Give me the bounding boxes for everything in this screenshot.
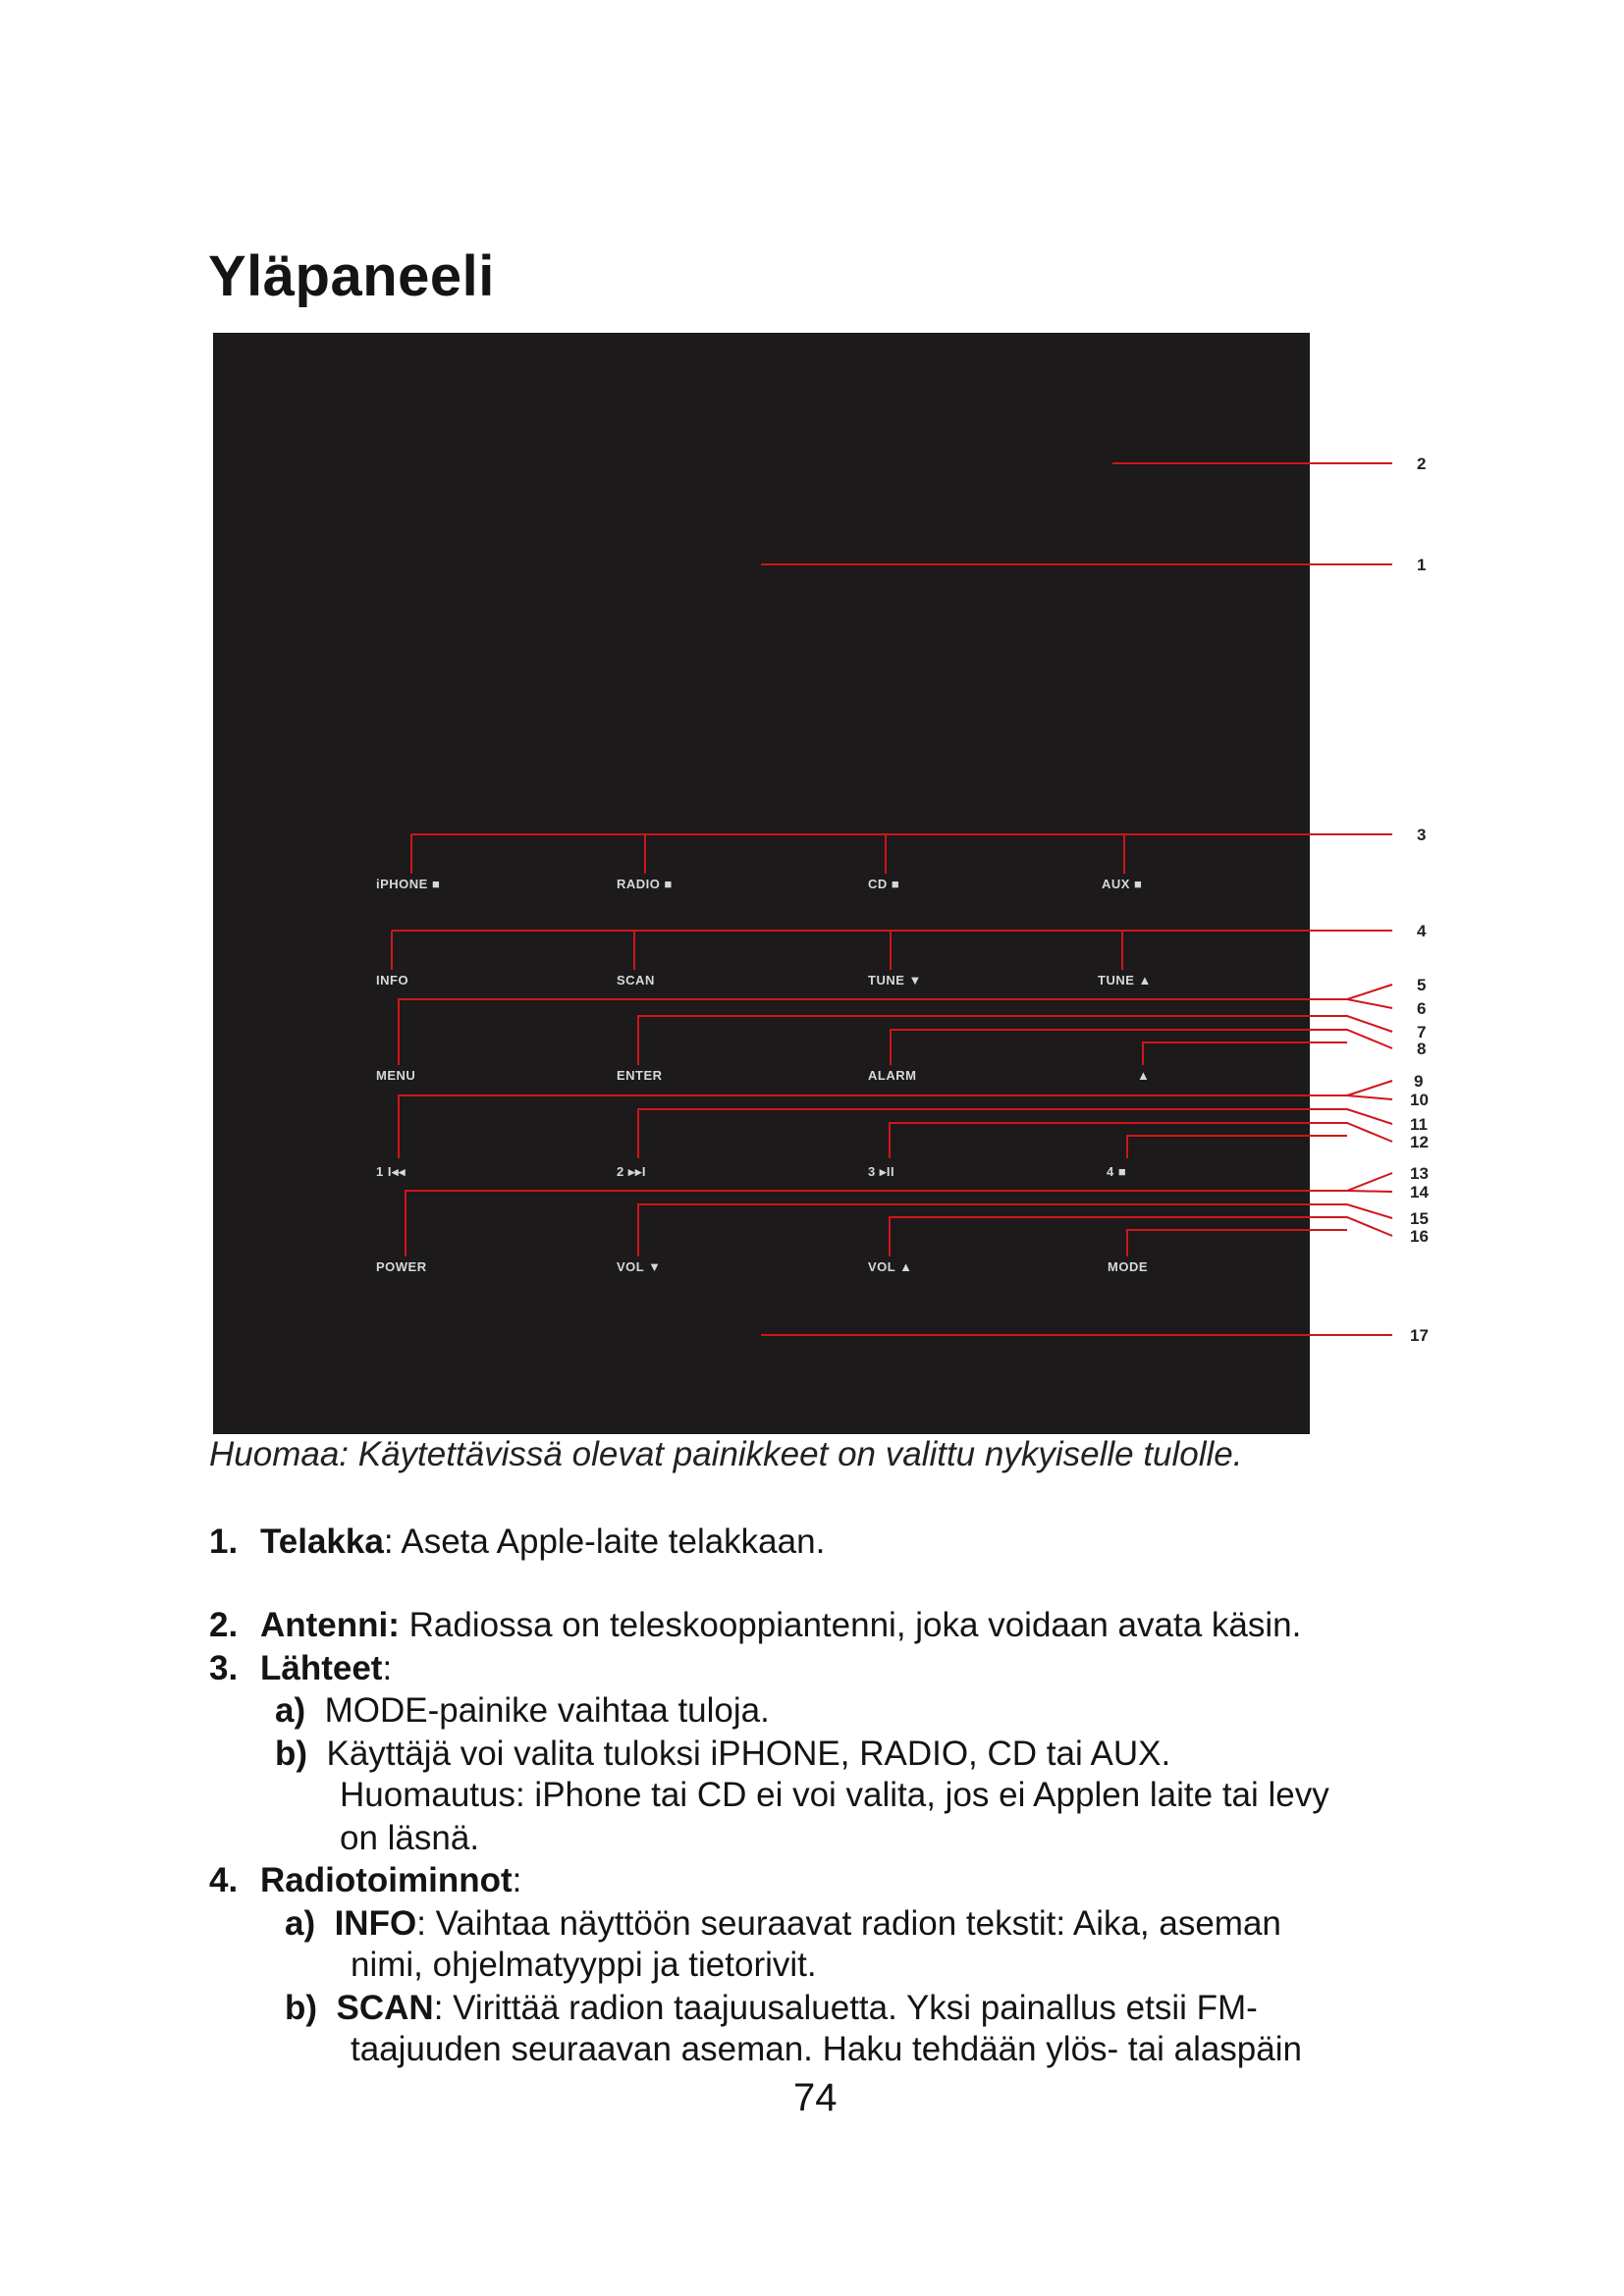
callout-11: 11 xyxy=(1410,1115,1428,1134)
button-tune-up: TUNE ▲ xyxy=(1098,973,1152,988)
list-item-4 xyxy=(209,1860,521,1901)
button-menu: MENU xyxy=(376,1068,416,1083)
callout-1: 1 xyxy=(1417,556,1427,574)
callout-4: 4 xyxy=(1417,922,1427,940)
list-item-4a xyxy=(285,1903,1281,1945)
button-info: INFO xyxy=(376,973,409,988)
note-text: Huomaa: Käytettävissä olevat painikkeet on valittu nykyiselle tulolle. xyxy=(209,1435,1243,1473)
callout-7: 7 xyxy=(1417,1023,1427,1041)
list-item-3a xyxy=(275,1690,770,1732)
list-item-4b xyxy=(285,1988,1258,2029)
list-item-1 xyxy=(209,1522,825,1563)
item-term: Antenni: xyxy=(260,1606,400,1644)
callout-9: 9 xyxy=(1414,1072,1424,1091)
button-vol-up: VOL ▲ xyxy=(868,1259,913,1274)
item-text: : xyxy=(382,1649,393,1687)
list-item-2 xyxy=(209,1605,1301,1646)
button-preset-4-stop: 4 ■ xyxy=(1107,1164,1127,1179)
button-power: POWER xyxy=(376,1259,427,1274)
item-text: MODE-painike vaihtaa tuloja. xyxy=(324,1691,770,1730)
callout-2: 2 xyxy=(1417,454,1427,473)
list-item-4b-continued: taajuuden seuraavan aseman. Haku tehdään ylös- tai alaspäin xyxy=(351,2030,1302,2068)
item-term: Lähteet xyxy=(260,1649,383,1687)
button-enter: ENTER xyxy=(617,1068,663,1083)
button-mode: MODE xyxy=(1108,1259,1148,1274)
callout-15: 15 xyxy=(1410,1209,1429,1228)
button-preset-3-play: 3 ▸II xyxy=(868,1164,895,1179)
page-number: 74 xyxy=(793,2076,838,2119)
item-letter: b) xyxy=(285,1989,318,2027)
callout-5: 5 xyxy=(1417,976,1427,994)
callout-14: 14 xyxy=(1410,1183,1429,1201)
callout-8: 8 xyxy=(1417,1040,1427,1058)
button-iphone: iPHONE ■ xyxy=(376,877,441,891)
button-vol-down: VOL ▼ xyxy=(617,1259,662,1274)
item-number: 1. xyxy=(209,1522,239,1561)
item-term: Radiotoiminnot xyxy=(260,1861,513,1899)
item-letter: a) xyxy=(275,1691,306,1730)
item-term: INFO xyxy=(334,1904,417,1943)
item-term: SCAN xyxy=(336,1989,434,2027)
item-text: : Aseta Apple-laite telakkaan. xyxy=(383,1522,826,1561)
list-item-3b-continued-1: Huomautus: iPhone tai CD ei voi valita, jos ei Applen laite tai levy xyxy=(340,1776,1329,1814)
button-alarm: ALARM xyxy=(868,1068,917,1083)
item-term: Telakka xyxy=(260,1522,384,1561)
button-radio: RADIO ■ xyxy=(617,877,673,891)
page-title: Yläpaneeli xyxy=(208,244,495,308)
item-number: 3. xyxy=(209,1649,239,1687)
callout-16: 16 xyxy=(1410,1227,1429,1246)
list-item-3b xyxy=(275,1734,1170,1775)
callout-17: 17 xyxy=(1410,1326,1429,1345)
callout-12: 12 xyxy=(1410,1133,1429,1151)
button-eject: ▲ xyxy=(1137,1068,1151,1083)
button-aux: AUX ■ xyxy=(1102,877,1143,891)
button-scan: SCAN xyxy=(617,973,655,988)
item-letter: a) xyxy=(285,1904,316,1943)
callout-6: 6 xyxy=(1417,999,1427,1018)
list-item-3b-continued-2: on läsnä. xyxy=(340,1819,480,1857)
callout-3: 3 xyxy=(1417,826,1427,844)
button-preset-2-next: 2 ▸▸I xyxy=(617,1164,647,1179)
list-item-4a-continued: nimi, ohjelmatyyppi ja tietorivit. xyxy=(351,1946,817,1984)
callout-13: 13 xyxy=(1410,1164,1429,1183)
item-text: Radiossa on teleskooppiantenni, joka voidaan avata käsin. xyxy=(399,1606,1302,1644)
item-text: : xyxy=(512,1861,522,1899)
button-tune-down: TUNE ▼ xyxy=(868,973,922,988)
item-text: : Vaihtaa näyttöön seuraavat radion tekstit: Aika, aseman xyxy=(416,1904,1281,1943)
item-letter: b) xyxy=(275,1735,308,1773)
item-number: 2. xyxy=(209,1606,239,1644)
item-number: 4. xyxy=(209,1861,239,1899)
item-text: Käyttäjä voi valita tuloksi iPHONE, RADIO, CD tai AUX. xyxy=(326,1735,1171,1773)
item-text: : Virittää radion taajuusaluetta. Yksi painallus etsii FM- xyxy=(433,1989,1258,2027)
button-preset-1-prev: 1 I◂◂ xyxy=(376,1164,406,1179)
button-cd: CD ■ xyxy=(868,877,900,891)
callout-10: 10 xyxy=(1410,1091,1429,1109)
list-item-3 xyxy=(209,1648,392,1689)
